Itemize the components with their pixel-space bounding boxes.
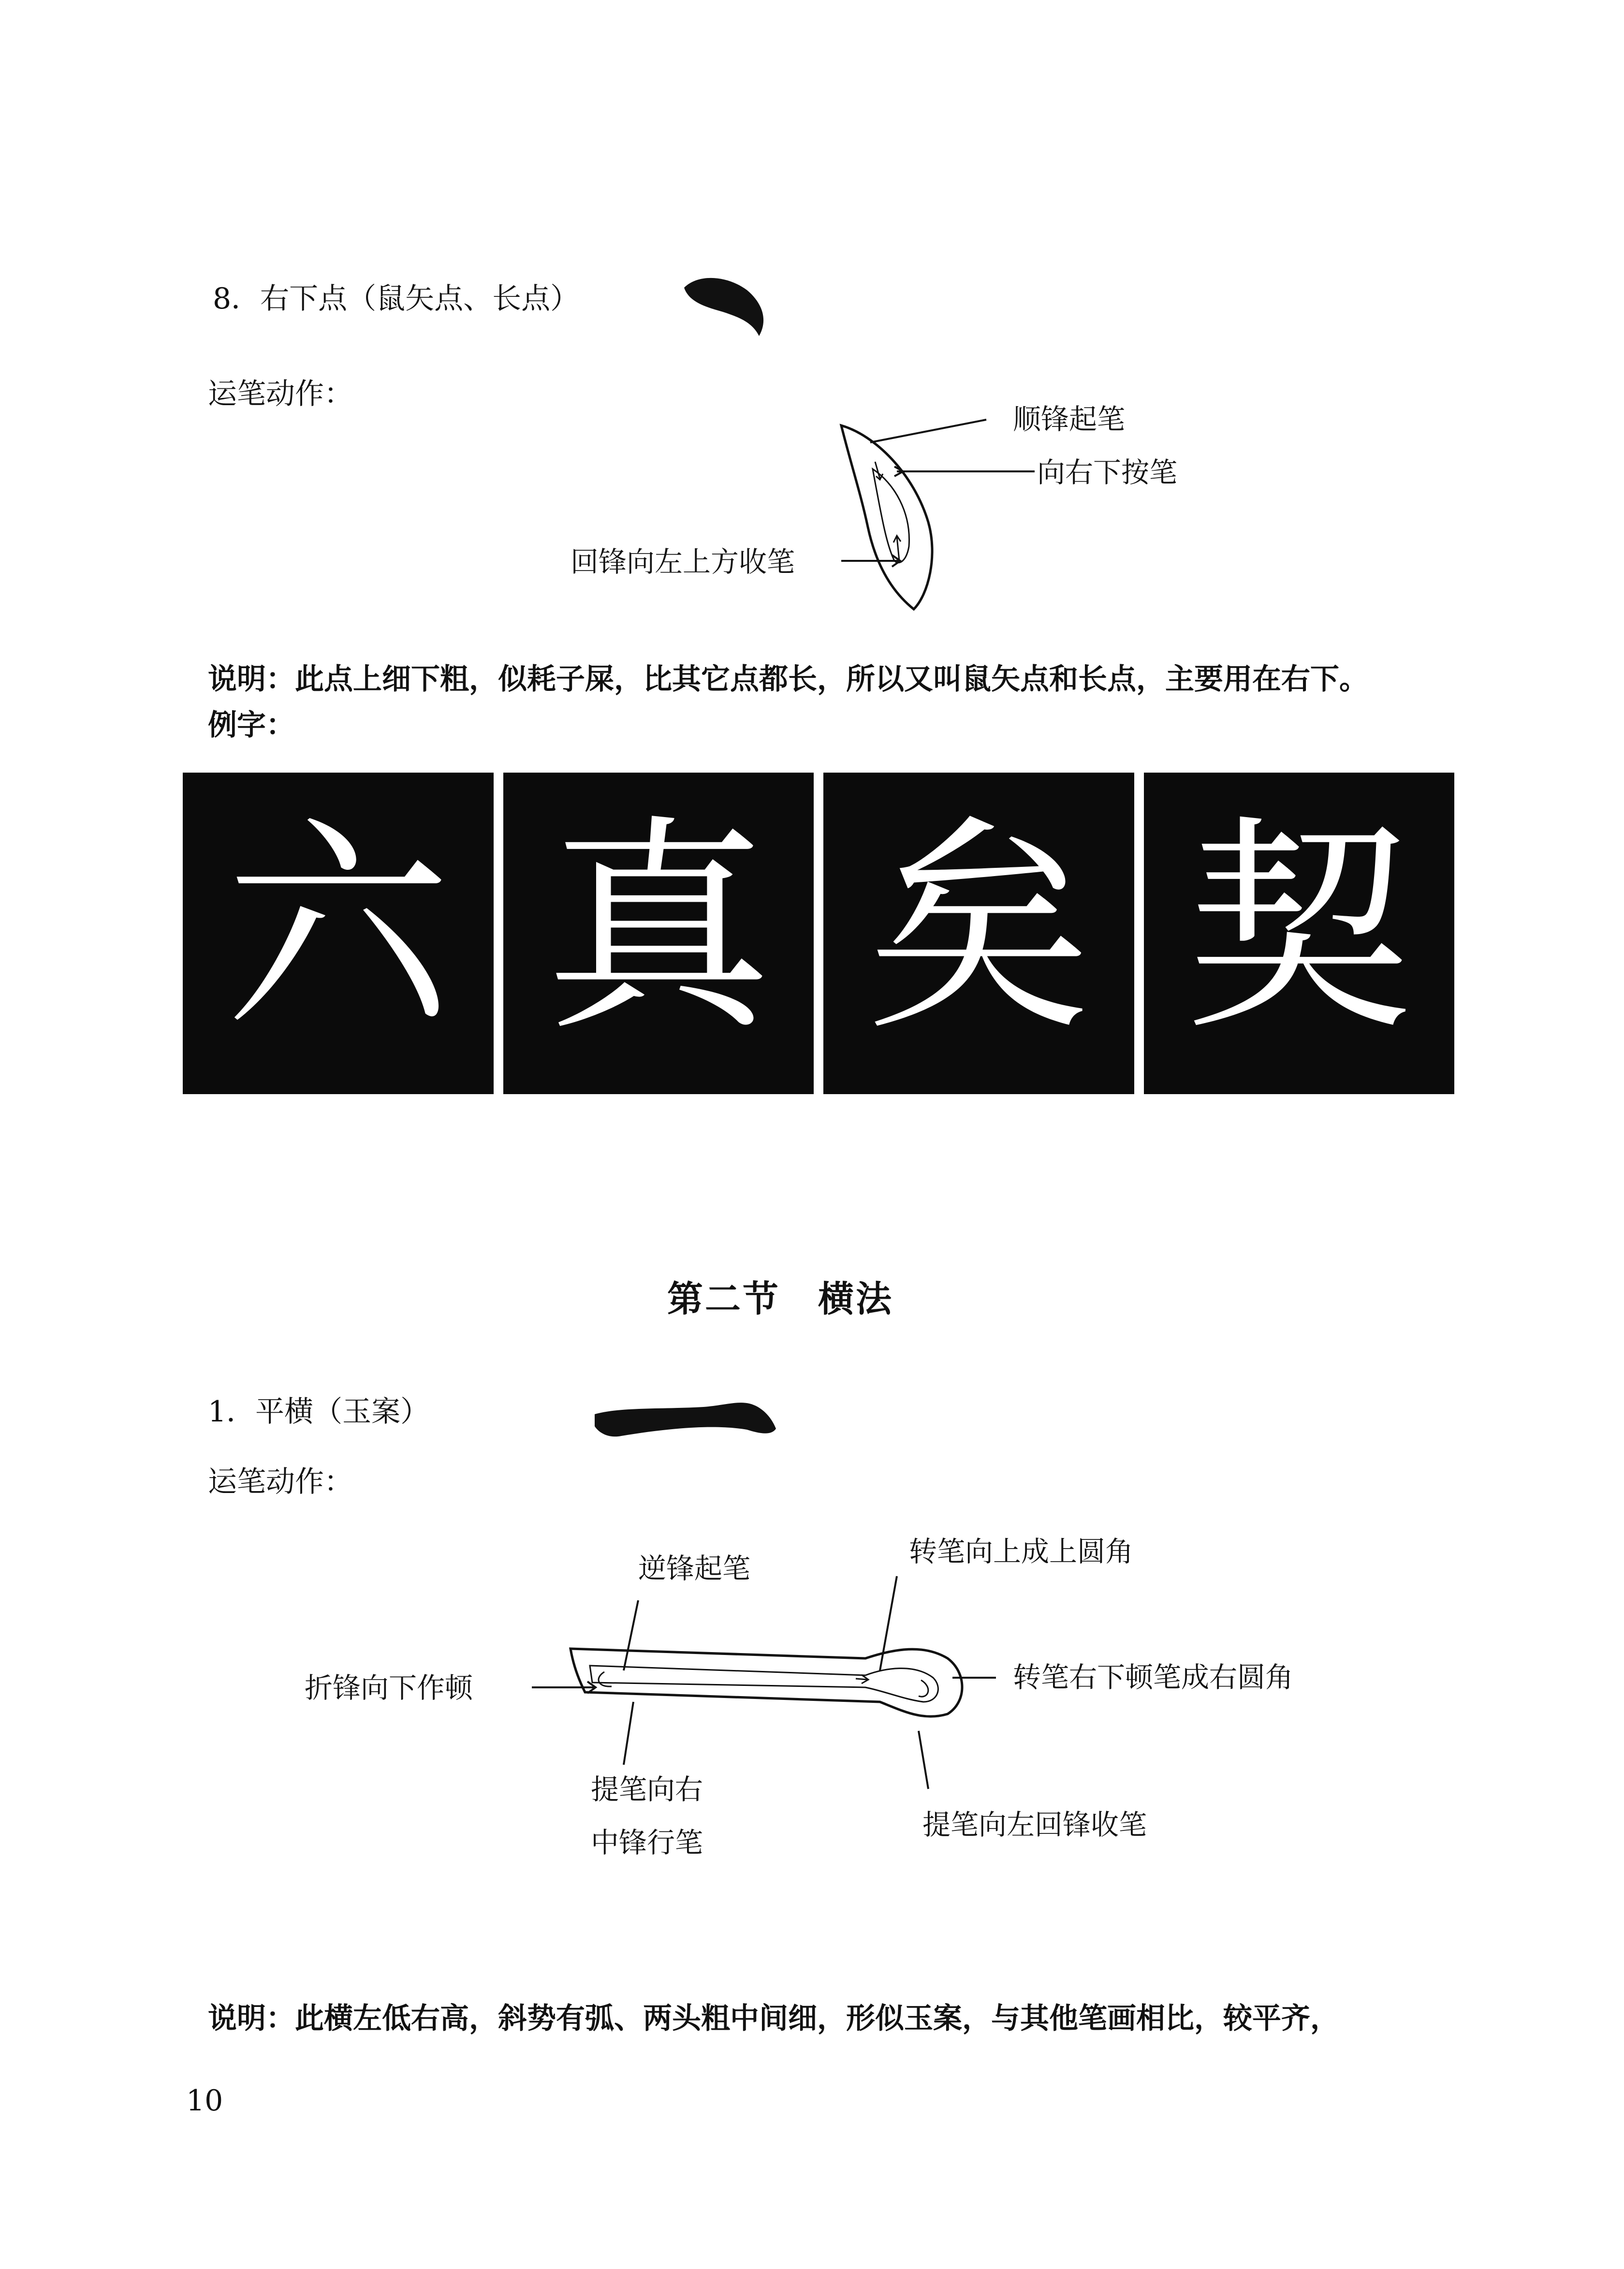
- example-character: 契: [1185, 796, 1413, 1061]
- example-character-tile: [1144, 773, 1455, 1094]
- horizontal-stroke-diagram: [566, 1634, 991, 1750]
- horizontal-stroke-sample: [592, 1400, 786, 1458]
- horizontal-label-lift-right-2: 中锋行笔: [591, 1826, 703, 1859]
- horizontal-explanation: 说明：此横左低右高，斜势有弧、两头粗中间细，形似玉案，与其他笔画相比，较平齐，: [208, 2002, 1339, 2035]
- dot-label-press: 向右下按笔: [1037, 456, 1178, 489]
- horizontal-label-reverse-start: 逆锋起笔: [638, 1552, 751, 1585]
- dot-stroke-title: 8．右下点（鼠矢点、长点）: [213, 282, 580, 316]
- horizontal-label-turn-up: 转笔向上成上圆角: [909, 1535, 1134, 1568]
- dot-examples-label: 例字：: [208, 708, 295, 742]
- example-character-tile: [823, 773, 1134, 1094]
- dot-action-label: 运笔动作：: [208, 377, 353, 411]
- horizontal-stroke-title: 1．平横（玉案）: [208, 1395, 430, 1429]
- example-character-tile: [503, 773, 814, 1094]
- horizontal-label-lift-left: 提笔向左回锋收笔: [922, 1808, 1147, 1841]
- horizontal-label-fold-down: 折锋向下作顿: [305, 1671, 473, 1704]
- section-heading: 第二节 横法: [667, 1278, 893, 1320]
- horizontal-action-label: 运笔动作：: [208, 1465, 353, 1499]
- dot-label-finish: 回锋向左上方收笔: [571, 545, 795, 578]
- page-number: 10: [186, 2084, 223, 2118]
- dot-label-start: 顺锋起笔: [1013, 403, 1126, 436]
- example-character: 六: [224, 796, 452, 1061]
- horizontal-label-lift-right-1: 提笔向右: [591, 1773, 703, 1806]
- horizontal-label-turn-right-down: 转笔右下顿笔成右圆角: [1013, 1661, 1294, 1694]
- example-character: 真: [544, 796, 772, 1061]
- example-character: 矣: [865, 796, 1093, 1061]
- dot-explanation: 说明：此点上细下粗，似耗子屎，比其它点都长，所以又叫鼠矢点和长点，主要用在右下。: [208, 662, 1368, 696]
- example-character-strip: [183, 773, 1454, 1094]
- example-character-tile: [183, 773, 494, 1094]
